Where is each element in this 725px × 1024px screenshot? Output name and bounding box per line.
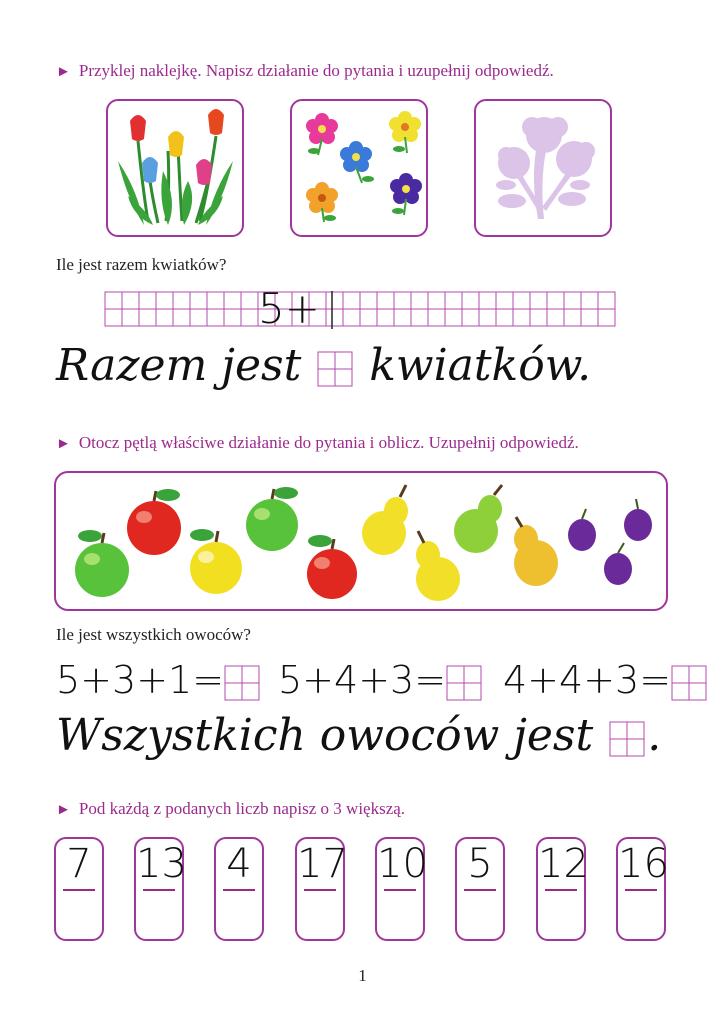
- question-1: Ile jest razem kwiatków?: [56, 255, 227, 274]
- grid-cell: [411, 309, 428, 326]
- grid-cell: [479, 292, 496, 309]
- grid-cell: [530, 309, 547, 326]
- grid-cell: [224, 292, 241, 309]
- green-apple: [75, 530, 129, 597]
- grid-cell: [564, 309, 581, 326]
- grid-cell: [156, 292, 173, 309]
- plums: [568, 499, 652, 585]
- number-box-6-value: 5: [467, 841, 493, 887]
- answer-2-prefix: Wszystkich owoców jest: [56, 710, 594, 761]
- number-box-7-value: 12: [538, 841, 589, 887]
- grid-cell: [496, 309, 513, 326]
- grid-cell: [241, 309, 258, 326]
- grid-cell: [445, 292, 462, 309]
- number-box-4[interactable]: [295, 837, 348, 941]
- fruits-frame: [54, 471, 668, 611]
- grid-cell: [360, 292, 377, 309]
- grid-cell: [462, 292, 479, 309]
- equation-2-text: 5+4+3=: [278, 658, 447, 702]
- number-box-8[interactable]: [616, 837, 669, 941]
- instruction-2-text: Otocz pętlą właściwe działanie do pytania i oblicz. Uzupełnij odpowiedź.: [78, 433, 579, 452]
- answer-line: [143, 889, 175, 891]
- card-flowers: [290, 99, 428, 237]
- arrow-icon: ►: [56, 802, 71, 818]
- grid-cell: [513, 309, 530, 326]
- answer-1-suffix: kwiatków.: [369, 340, 592, 391]
- writing-grid[interactable]: [104, 291, 618, 329]
- card-tulips: [106, 99, 244, 237]
- number-box-2-value: 13: [136, 841, 187, 887]
- grid-cell: [513, 292, 530, 309]
- grid-cell: [547, 309, 564, 326]
- grid-cell: [496, 292, 513, 309]
- instruction-1: [56, 61, 554, 81]
- card-sticker-placeholder[interactable]: [474, 99, 612, 237]
- answer-line: [304, 889, 336, 891]
- grid-cell: [156, 309, 173, 326]
- number-box-4-value: 17: [297, 841, 348, 887]
- answer-2-suffix: .: [647, 710, 662, 761]
- answer-line: [545, 889, 577, 891]
- grid-cell: [224, 309, 241, 326]
- grid-cell: [139, 309, 156, 326]
- page-number: 1: [358, 966, 367, 985]
- red-apple-2: [307, 535, 357, 599]
- yellow-pear: [362, 485, 408, 555]
- grid-cell: [564, 292, 581, 309]
- grid-cell: [326, 309, 343, 326]
- grid-cell: [377, 309, 394, 326]
- grid-cell: [105, 292, 122, 309]
- grid-cell: [581, 309, 598, 326]
- number-box-1-value: 7: [66, 841, 92, 887]
- number-box-7[interactable]: [536, 837, 589, 941]
- number-box-5-value: 10: [377, 841, 428, 887]
- green-apple-2: [246, 487, 298, 551]
- flowers-picture: [292, 101, 426, 235]
- number-box-1[interactable]: [54, 837, 104, 941]
- instruction-1-text: Przyklej naklejkę. Napisz działanie do pytania i uzupełnij odpowiedź.: [78, 61, 554, 80]
- answer-line-2: [56, 710, 661, 761]
- tulips-picture: [108, 101, 242, 235]
- grid-cell: [190, 309, 207, 326]
- yellow-pear-3: [514, 517, 558, 586]
- answer-box-2[interactable]: [609, 721, 645, 757]
- number-box-6[interactable]: [455, 837, 505, 941]
- grid-cell: [530, 292, 547, 309]
- grid-cell: [207, 309, 224, 326]
- grid-cell: [428, 292, 445, 309]
- number-box-8-value: 16: [618, 841, 669, 887]
- number-box-3[interactable]: [214, 837, 264, 941]
- grid-cell: [377, 292, 394, 309]
- grid-cell: [343, 309, 360, 326]
- grid-cell: [173, 309, 190, 326]
- grid-cell: [122, 309, 139, 326]
- yellow-pear-2: [416, 531, 460, 601]
- grid-cell: [360, 309, 377, 326]
- fruits-picture: [56, 473, 666, 609]
- grid-cell: [343, 292, 360, 309]
- equation-3-text: 4+4+3=: [503, 658, 672, 702]
- instruction-3-text: Pod każdą z podanych liczb napisz o 3 większą.: [78, 799, 406, 818]
- grid-cell: [598, 309, 615, 326]
- instruction-3: [56, 799, 405, 819]
- grid-cell: [326, 292, 343, 309]
- grid-cell: [241, 292, 258, 309]
- grid-cell: [190, 292, 207, 309]
- red-apple: [127, 489, 181, 555]
- answer-line: [63, 889, 95, 891]
- answer-line: [223, 889, 255, 891]
- written-expression: 5+: [258, 284, 320, 333]
- equation-1-answer-box[interactable]: [224, 665, 260, 701]
- number-box-2[interactable]: [134, 837, 187, 941]
- arrow-icon: ►: [56, 436, 71, 452]
- grid-cell: [207, 292, 224, 309]
- answer-line: [625, 889, 657, 891]
- grid-cell: [462, 309, 479, 326]
- arrow-icon: ►: [56, 64, 71, 80]
- equation-3-answer-box[interactable]: [671, 665, 707, 701]
- answer-1-prefix: Razem jest: [56, 340, 302, 391]
- equation-2[interactable]: [278, 658, 482, 702]
- instruction-2: [56, 433, 579, 453]
- equation-1-text: 5+3+1=: [56, 658, 225, 702]
- grid-cell: [394, 292, 411, 309]
- equation-3[interactable]: [503, 658, 707, 702]
- grid-cell: [139, 292, 156, 309]
- answer-line-1: [56, 340, 591, 391]
- answer-line: [384, 889, 416, 891]
- yellow-apple: [190, 529, 242, 594]
- equation-1[interactable]: [56, 658, 260, 702]
- grid-cell: [105, 309, 122, 326]
- grid-cell: [445, 309, 462, 326]
- answer-box-1[interactable]: [317, 351, 353, 387]
- grid-cell: [122, 292, 139, 309]
- number-box-3-value: 4: [226, 841, 252, 887]
- question-2: Ile jest wszystkich owoców?: [56, 625, 251, 644]
- grid-cell: [547, 292, 564, 309]
- flower-silhouette: [476, 101, 610, 235]
- grid-cell: [428, 309, 445, 326]
- grid-cell: [173, 292, 190, 309]
- grid-cell: [598, 292, 615, 309]
- grid-cell: [411, 292, 428, 309]
- grid-cell: [394, 309, 411, 326]
- green-pear: [454, 485, 502, 553]
- equation-2-answer-box[interactable]: [446, 665, 482, 701]
- grid-cell: [581, 292, 598, 309]
- answer-line: [464, 889, 496, 891]
- grid-cell: [479, 309, 496, 326]
- number-box-5[interactable]: [375, 837, 428, 941]
